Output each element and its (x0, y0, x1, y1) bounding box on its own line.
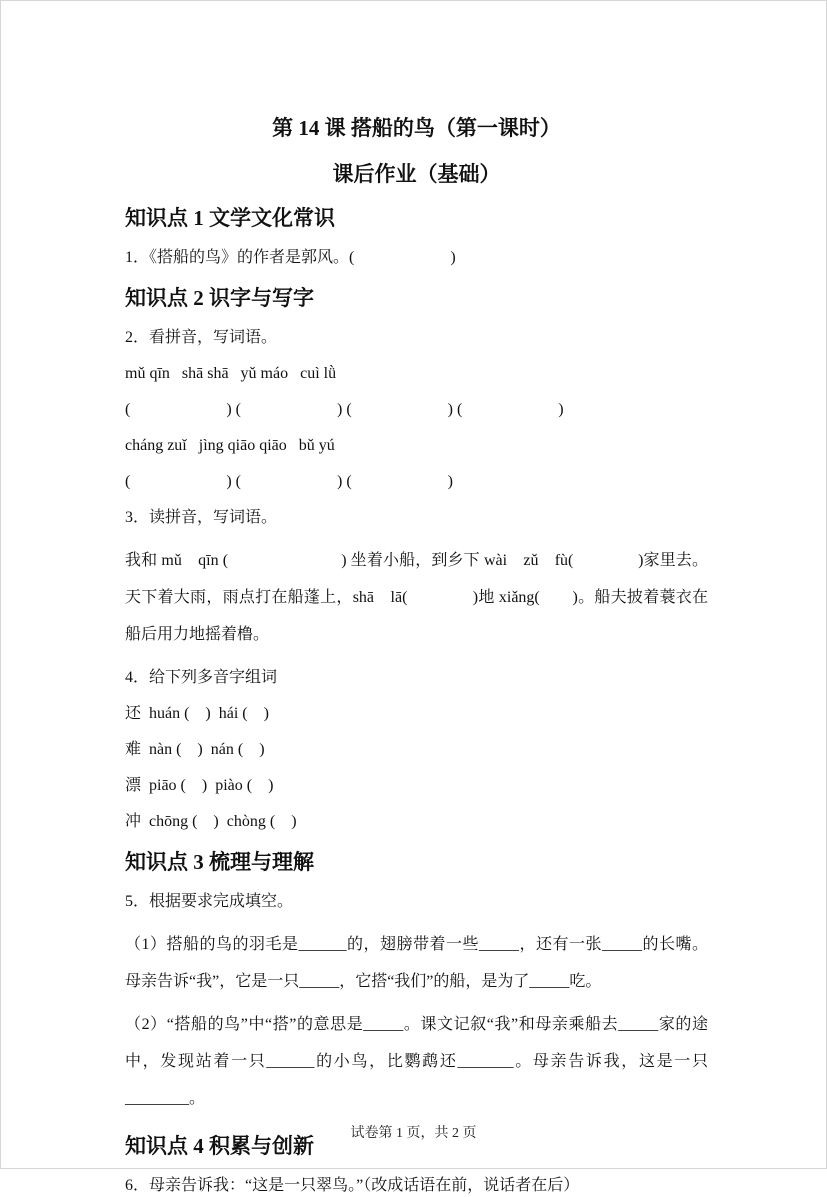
question-2-prompt: 2．看拼音，写词语。 (125, 329, 278, 346)
pinyin-row-2: cháng zuǐ jìng qiāo qiāo bǔ yú (125, 437, 335, 454)
question-3-passage: 我和 mǔ qīn ( ) 坐着小船，到乡下 wài zǔ fù( )家里去。天下着大雨，雨点打在船蓬上，shā lā( )地 xiǎng( )。船夫披着蓑衣在船后用力地摇着橹。 (125, 552, 708, 643)
document-content (125, 113, 708, 1197)
section-heading-knowledge-point-2: 知识点 2 识字与写字 (125, 286, 314, 310)
question-5-item-2: （2）“搭船的鸟”中“搭”的意思是_____。课文记叙“我”和母亲乘船去_____家的途中，发现站着一只______的小鸟，比鹦鹉还_______。母亲告诉我，这是一只________。 (125, 1016, 708, 1107)
page-subtitle: 课后作业（基础） (332, 162, 501, 186)
question-6-prompt: 6．母亲告诉我：“这是一只翠鸟。”（改成话语在前，说话者在后） (125, 1177, 580, 1194)
page-title: 第 14 课 搭船的鸟（第一课时） (272, 116, 561, 140)
section-heading-knowledge-point-1: 知识点 1 文学文化常识 (125, 206, 335, 230)
question-5-item-1: （1）搭船的鸟的羽毛是______的，翅膀带着一些_____，还有一张_____的长嘴。母亲告诉“我”，它是一只_____，它搭“我们”的船，是为了_____吃。 (125, 936, 708, 990)
polyphone-row-nan: 难 nàn ( ) nán ( ) (125, 741, 265, 758)
answer-brackets-row-2: ( ) ( ) ( ) (125, 473, 453, 490)
question-1: 1．《搭船的鸟》的作者是郭风。( ) (125, 249, 456, 266)
polyphone-row-huan: 还 huán ( ) hái ( ) (125, 705, 269, 722)
pinyin-row-1: mǔ qīn shā shā yǔ máo cuì lǜ (125, 365, 337, 382)
question-3-prompt: 3．读拼音，写词语。 (125, 509, 278, 526)
page-number-footer: 试卷第 1 页，共 2 页 (350, 1126, 477, 1141)
question-5-prompt: 5．根据要求完成填空。 (125, 893, 294, 910)
answer-brackets-row-1: ( ) ( ) ( ) ( ) (125, 401, 564, 418)
section-heading-knowledge-point-4: 知识点 4 积累与创新 (125, 1134, 314, 1158)
section-heading-knowledge-point-3: 知识点 3 梳理与理解 (125, 850, 314, 874)
polyphone-row-chong: 冲 chōng ( ) chòng ( ) (125, 813, 297, 830)
polyphone-row-piao: 漂 piāo ( ) piào ( ) (125, 777, 274, 794)
question-4-prompt: 4．给下列多音字组词 (125, 669, 278, 686)
